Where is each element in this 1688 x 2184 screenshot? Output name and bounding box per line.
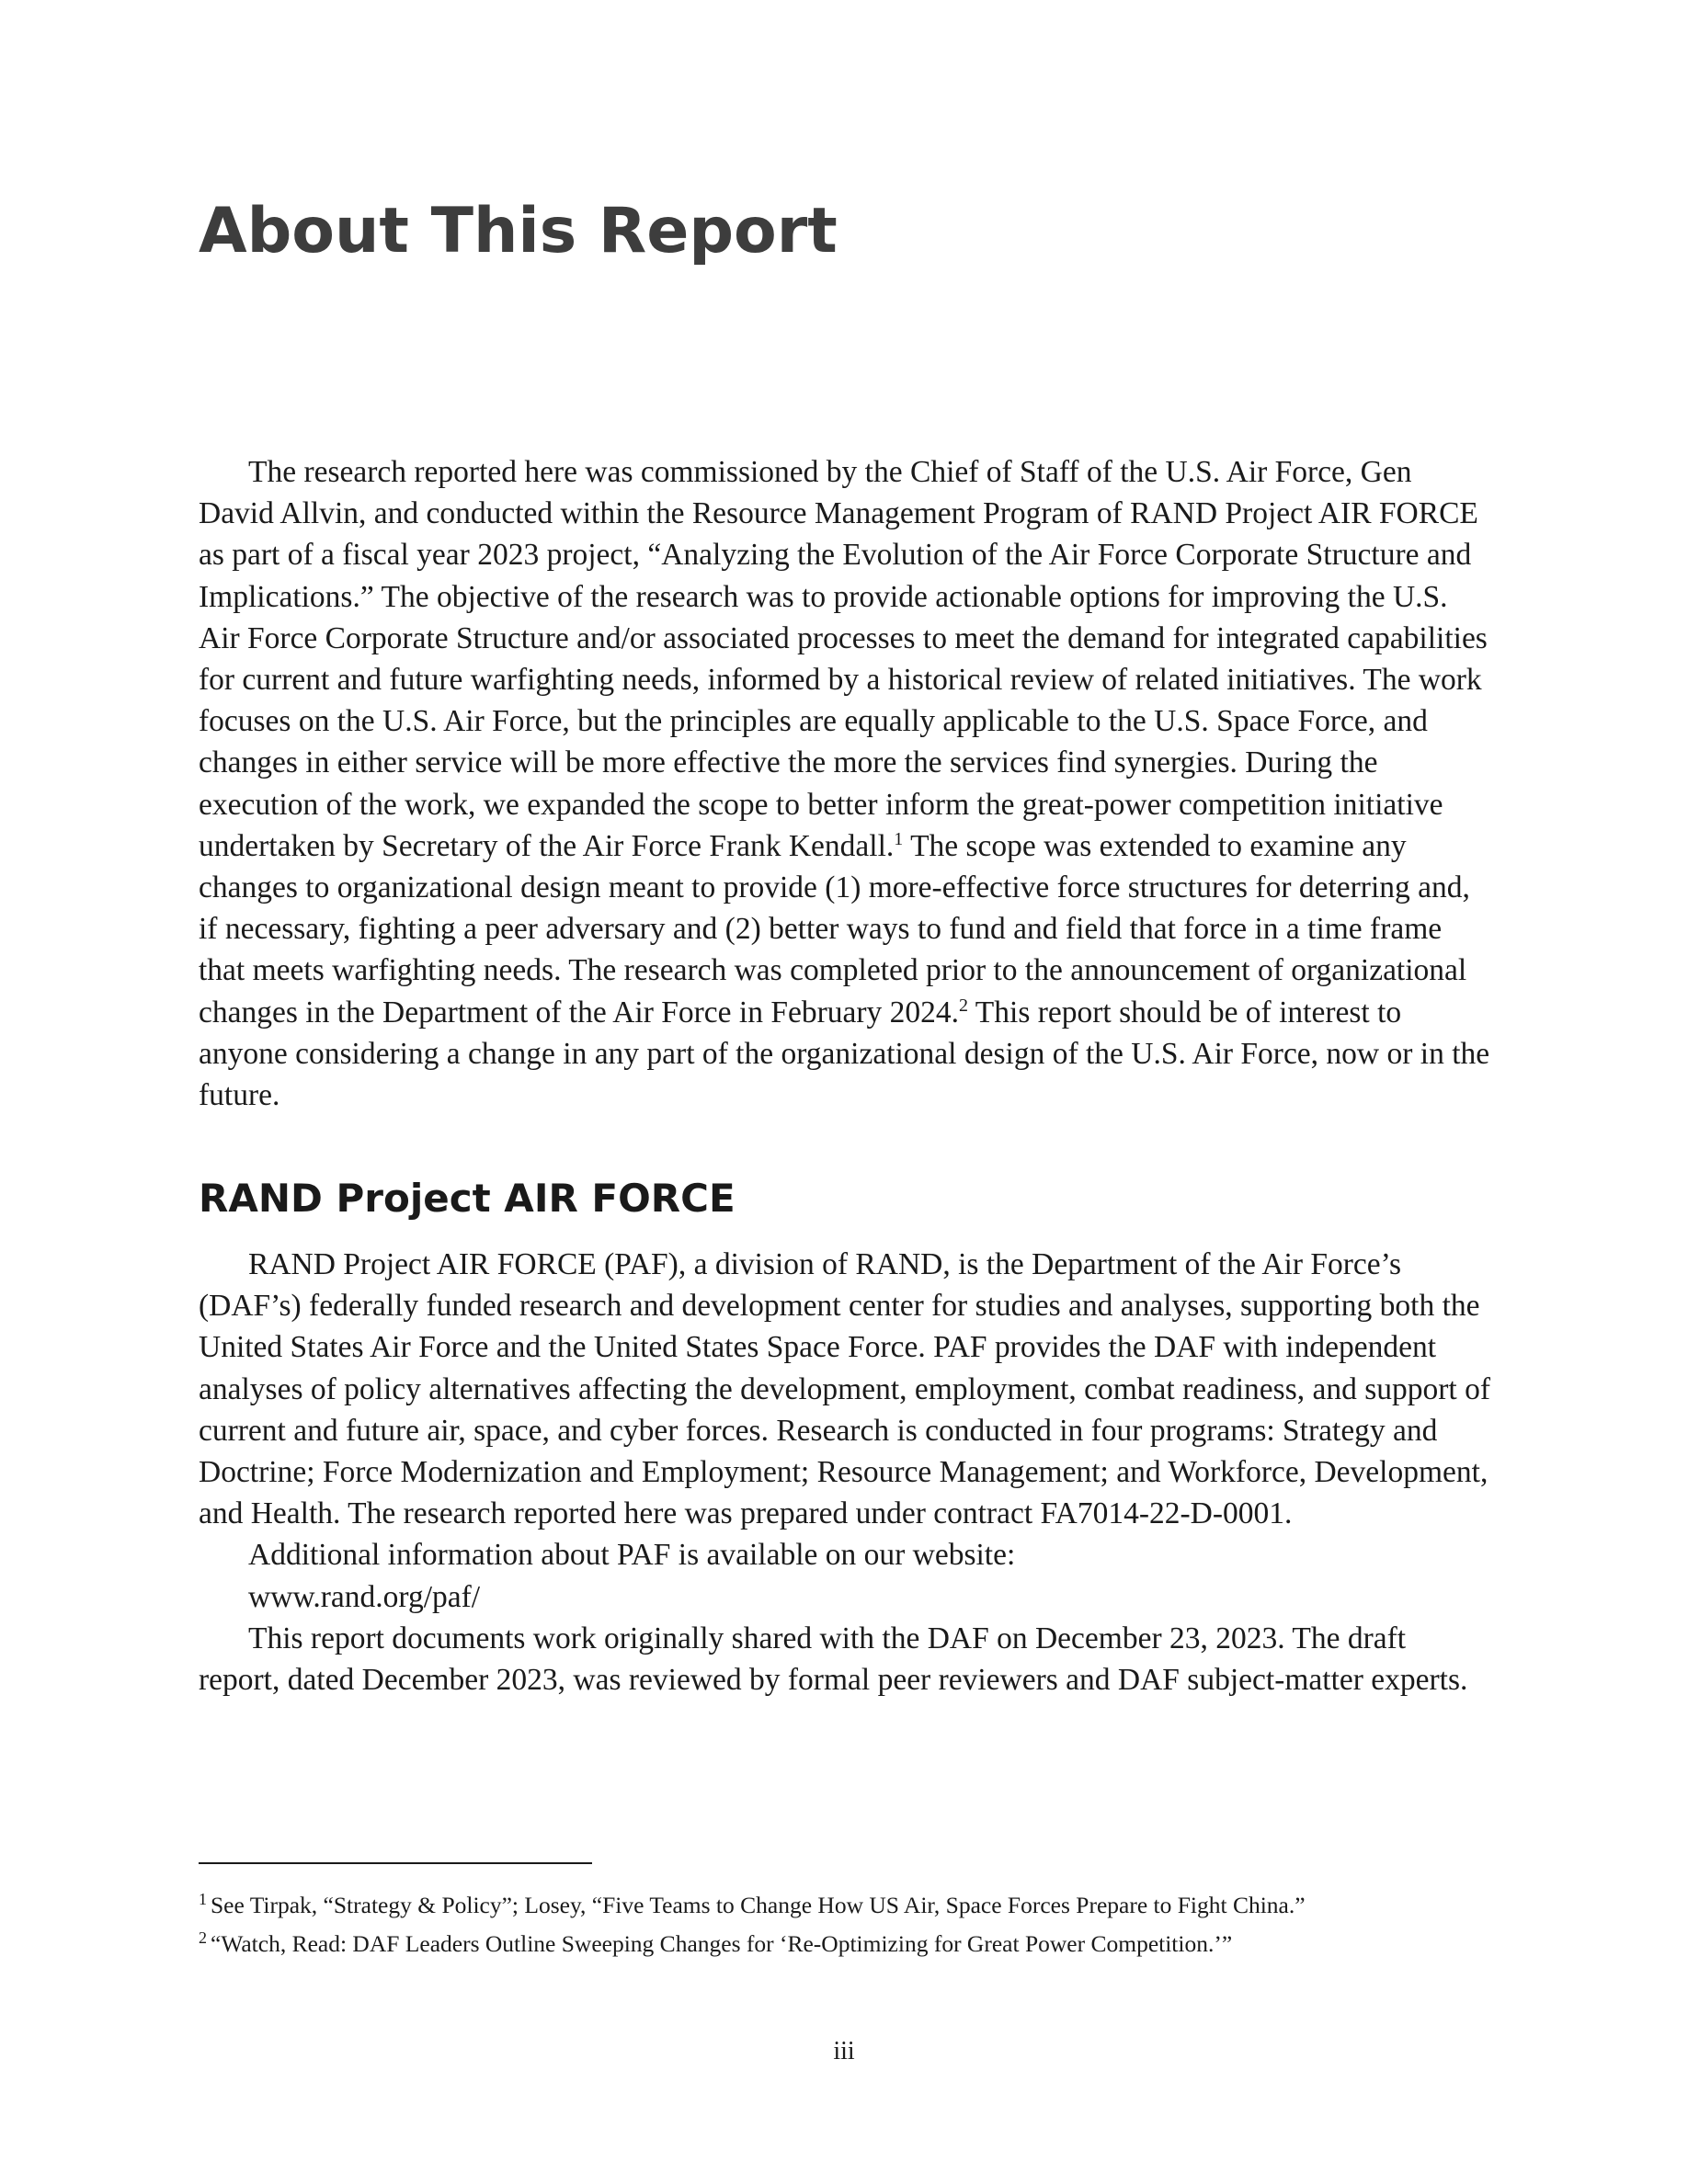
footnote-ref-2[interactable]: 2 xyxy=(959,995,969,1016)
paf-paragraph-3: This report documents work originally shared with the DAF on December 23, 2023. The draft report, dated December 2023, was reviewed by formal peer reviewers and DAF subject-matter experts. xyxy=(199,1621,1468,1698)
intro-text-part-1: The research reported here was commissioned by the Chief of Staff of the U.S. Air Force, Gen David Allvin, and conducted within the Resource Management Program of RAND Project AIR FORCE as part of a fiscal year 2023 project, “Analyzing the Evolution of the Air Force Corporate Structure and Implications.” The objective of the research was to provide actionable options for improving the U.S. Air Force Corporate Structure and/or associated processes to meet the demand for integrated capabilities for current and future warfighting needs, informed by a historical review of related initiatives. The work focuses on the U.S. Air Force, but the principles are equally applicable to the U.S. Space Force, and changes in either service will be more effective the more the services find synergies. During the execution of the work, we expanded the scope to better inform the great-power competition initiative undertaken by Secretary of the Air Force Frank Kendall. xyxy=(199,455,1488,863)
paf-paragraph-2: Additional information about PAF is available on our website: xyxy=(248,1538,1016,1573)
footnote-text: “Watch, Read: DAF Leaders Outline Sweeping Changes for ‘Re-Optimizing for Great Power Competition.’” xyxy=(211,1930,1233,1957)
footnote-ref-1[interactable]: 1 xyxy=(894,828,904,849)
footnote-divider xyxy=(199,1862,592,1864)
page-number: iii xyxy=(833,2037,855,2065)
paf-paragraph-1: RAND Project AIR FORCE (PAF), a division of RAND, is the Department of the Air Force’s (DAF’s) federally funded research and development center for studies and analyses, supporting both the United States Air Force and the United States Space Force. PAF provides the DAF with independent analyses of policy alternatives affecting the development, employment, combat readiness, and support of current and future air, space, and cyber forces. Research is conducted in four programs: Strategy and Doctrine; Force Modernization and Employment; Resource Management; and Workforce, Development, and Health. The research reported here was prepared under contract FA7014-22-D-0001. xyxy=(199,1247,1491,1531)
paf-section xyxy=(199,1244,1491,1701)
page-title: About This Report xyxy=(199,195,838,267)
footnote-2 xyxy=(199,1925,1491,1963)
intro-text-part-3: This report should be of interest to anyone considering a change in any part of the organizational design of the U.S. Air Force, now or in the future. xyxy=(199,995,1490,1113)
intro-section xyxy=(199,451,1491,1116)
footnote-number: 1 xyxy=(199,1889,207,1908)
footnote-number: 2 xyxy=(199,1928,207,1947)
website-link[interactable]: www.rand.org/paf/ xyxy=(248,1579,481,1614)
footnote-text: See Tirpak, “Strategy & Policy”; Losey, “Five Teams to Change How US Air, Space Forces Prepare to Fight China.” xyxy=(211,1892,1306,1918)
section-heading-paf: RAND Project AIR FORCE xyxy=(199,1176,736,1221)
footnote-1 xyxy=(199,1886,1491,1925)
intro-paragraph xyxy=(199,451,1491,1116)
footnotes xyxy=(199,1886,1491,1963)
intro-text-part-2: The scope was extended to examine any changes to organizational design meant to provide (1) more-effective force structures for deterring and, if necessary, fighting a peer adversary and (2) better ways to fund and field that force in a time frame that meets warfighting needs. The research was completed prior to the announcement of organizational changes in the Department of the Air Force in February 2024. xyxy=(199,828,1470,1029)
